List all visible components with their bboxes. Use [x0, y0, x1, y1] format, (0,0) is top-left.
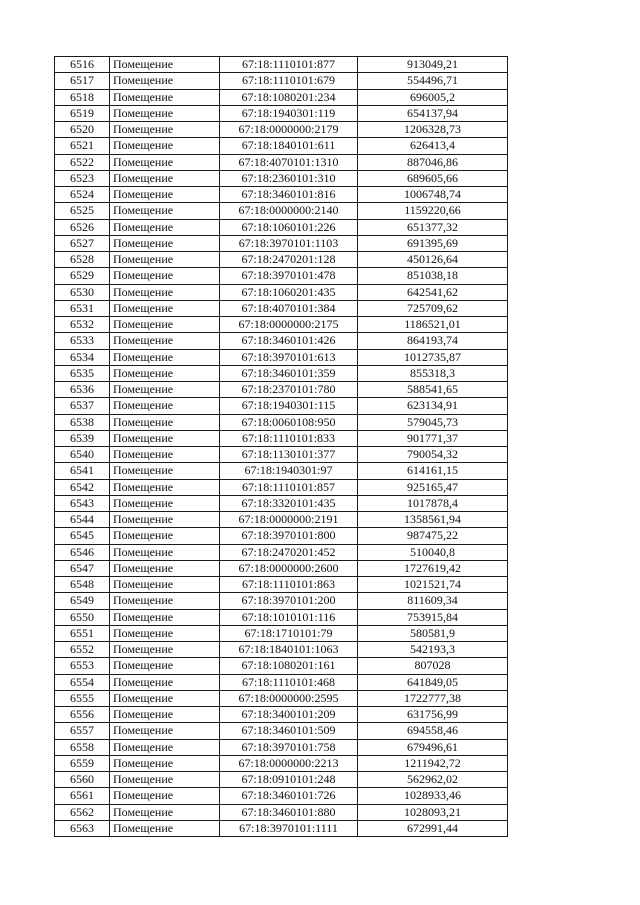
row-number-cell: 6561: [55, 788, 110, 804]
table-row: [55, 495, 508, 511]
table-row: [55, 544, 508, 560]
object-type-cell: Помещение: [110, 755, 220, 771]
row-number-cell: 6543: [55, 495, 110, 511]
object-type-cell: Помещение: [110, 690, 220, 706]
object-type-cell: Помещение: [110, 512, 220, 528]
table-row: [55, 772, 508, 788]
object-type-cell: Помещение: [110, 203, 220, 219]
cadastral-number-cell: 67:18:1080201:161: [220, 658, 358, 674]
cadastral-number-cell: 67:18:4070101:1310: [220, 154, 358, 170]
cadastral-value-table: [54, 56, 508, 837]
object-type-cell: Помещение: [110, 414, 220, 430]
row-number-cell: 6557: [55, 723, 110, 739]
row-number-cell: 6522: [55, 154, 110, 170]
object-type-cell: Помещение: [110, 463, 220, 479]
table-row: [55, 187, 508, 203]
row-number-cell: 6530: [55, 284, 110, 300]
table-row: [55, 674, 508, 690]
table-row: [55, 268, 508, 284]
table-row: [55, 788, 508, 804]
table-row: [55, 300, 508, 316]
row-number-cell: 6541: [55, 463, 110, 479]
cadastral-value-cell: 614161,15: [358, 463, 508, 479]
cadastral-number-cell: 67:18:1840101:611: [220, 138, 358, 154]
object-type-cell: Помещение: [110, 609, 220, 625]
object-type-cell: Помещение: [110, 187, 220, 203]
row-number-cell: 6534: [55, 349, 110, 365]
row-number-cell: 6520: [55, 122, 110, 138]
cadastral-number-cell: 67:18:3460101:726: [220, 788, 358, 804]
table-row: [55, 560, 508, 576]
cadastral-value-cell: 725709,62: [358, 300, 508, 316]
cadastral-number-cell: 67:18:3460101:816: [220, 187, 358, 203]
row-number-cell: 6547: [55, 560, 110, 576]
cadastral-value-cell: 811609,34: [358, 593, 508, 609]
table-row: [55, 57, 508, 73]
row-number-cell: 6559: [55, 755, 110, 771]
object-type-cell: Помещение: [110, 739, 220, 755]
row-number-cell: 6538: [55, 414, 110, 430]
cadastral-value-cell: 1021521,74: [358, 577, 508, 593]
row-number-cell: 6552: [55, 642, 110, 658]
cadastral-value-cell: 987475,22: [358, 528, 508, 544]
cadastral-number-cell: 67:18:3970101:758: [220, 739, 358, 755]
cadastral-number-cell: 67:18:2470201:128: [220, 252, 358, 268]
cadastral-number-cell: 67:18:1710101:79: [220, 625, 358, 641]
object-type-cell: Помещение: [110, 170, 220, 186]
table-row: [55, 317, 508, 333]
cadastral-value-cell: 694558,46: [358, 723, 508, 739]
cadastral-number-cell: 67:18:0910101:248: [220, 772, 358, 788]
row-number-cell: 6556: [55, 707, 110, 723]
cadastral-value-cell: 588541,65: [358, 382, 508, 398]
row-number-cell: 6535: [55, 365, 110, 381]
cadastral-number-cell: 67:18:2370101:780: [220, 382, 358, 398]
row-number-cell: 6555: [55, 690, 110, 706]
object-type-cell: Помещение: [110, 804, 220, 820]
table-row: [55, 723, 508, 739]
cadastral-value-cell: 901771,37: [358, 430, 508, 446]
row-number-cell: 6526: [55, 219, 110, 235]
cadastral-value-cell: 642541,62: [358, 284, 508, 300]
object-type-cell: Помещение: [110, 495, 220, 511]
cadastral-number-cell: 67:18:3400101:209: [220, 707, 358, 723]
cadastral-number-cell: 67:18:4070101:384: [220, 300, 358, 316]
cadastral-number-cell: 67:18:0000000:2595: [220, 690, 358, 706]
cadastral-number-cell: 67:18:1110101:857: [220, 479, 358, 495]
cadastral-number-cell: 67:18:1080201:234: [220, 89, 358, 105]
cadastral-value-cell: 450126,64: [358, 252, 508, 268]
cadastral-number-cell: 67:18:3320101:435: [220, 495, 358, 511]
object-type-cell: Помещение: [110, 560, 220, 576]
cadastral-number-cell: 67:18:1110101:863: [220, 577, 358, 593]
cadastral-value-cell: 1028093,21: [358, 804, 508, 820]
cadastral-number-cell: 67:18:2470201:452: [220, 544, 358, 560]
row-number-cell: 6544: [55, 512, 110, 528]
cadastral-value-cell: 542193,3: [358, 642, 508, 658]
cadastral-value-cell: 641849,05: [358, 674, 508, 690]
object-type-cell: Помещение: [110, 674, 220, 690]
cadastral-number-cell: 67:18:3970101:800: [220, 528, 358, 544]
object-type-cell: Помещение: [110, 317, 220, 333]
table-row: [55, 479, 508, 495]
table-row: [55, 170, 508, 186]
table-row: [55, 625, 508, 641]
cadastral-value-cell: 651377,32: [358, 219, 508, 235]
object-type-cell: Помещение: [110, 57, 220, 73]
table-row: [55, 690, 508, 706]
row-number-cell: 6539: [55, 430, 110, 446]
object-type-cell: Помещение: [110, 235, 220, 251]
object-type-cell: Помещение: [110, 577, 220, 593]
row-number-cell: 6554: [55, 674, 110, 690]
cadastral-value-cell: 864193,74: [358, 333, 508, 349]
table-row: [55, 382, 508, 398]
cadastral-number-cell: 67:18:3970101:1111: [220, 820, 358, 836]
table-row: [55, 707, 508, 723]
cadastral-value-cell: 1017878,4: [358, 495, 508, 511]
cadastral-number-cell: 67:18:3970101:478: [220, 268, 358, 284]
row-number-cell: 6527: [55, 235, 110, 251]
object-type-cell: Помещение: [110, 284, 220, 300]
object-type-cell: Помещение: [110, 788, 220, 804]
row-number-cell: 6524: [55, 187, 110, 203]
cadastral-value-cell: 626413,4: [358, 138, 508, 154]
table-row: [55, 203, 508, 219]
table-row: [55, 89, 508, 105]
cadastral-number-cell: 67:18:3460101:426: [220, 333, 358, 349]
table-body: [55, 57, 508, 837]
table-row: [55, 609, 508, 625]
row-number-cell: 6525: [55, 203, 110, 219]
table-row: [55, 463, 508, 479]
cadastral-number-cell: 67:18:1110101:679: [220, 73, 358, 89]
object-type-cell: Помещение: [110, 447, 220, 463]
row-number-cell: 6549: [55, 593, 110, 609]
table-row: [55, 398, 508, 414]
object-type-cell: Помещение: [110, 219, 220, 235]
object-type-cell: Помещение: [110, 772, 220, 788]
table-row: [55, 820, 508, 836]
object-type-cell: Помещение: [110, 73, 220, 89]
table-row: [55, 333, 508, 349]
cadastral-value-cell: 1358561,94: [358, 512, 508, 528]
object-type-cell: Помещение: [110, 382, 220, 398]
table-row: [55, 138, 508, 154]
table-row: [55, 284, 508, 300]
table-row: [55, 252, 508, 268]
object-type-cell: Помещение: [110, 625, 220, 641]
cadastral-number-cell: 67:18:1110101:468: [220, 674, 358, 690]
cadastral-value-cell: 851038,18: [358, 268, 508, 284]
row-number-cell: 6537: [55, 398, 110, 414]
table-row: [55, 349, 508, 365]
cadastral-number-cell: 67:18:2360101:310: [220, 170, 358, 186]
table-row: [55, 577, 508, 593]
cadastral-number-cell: 67:18:0000000:2179: [220, 122, 358, 138]
cadastral-value-cell: 1006748,74: [358, 187, 508, 203]
object-type-cell: Помещение: [110, 544, 220, 560]
table-row: [55, 122, 508, 138]
cadastral-number-cell: 67:18:1940301:97: [220, 463, 358, 479]
table-row: [55, 414, 508, 430]
cadastral-value-cell: 1206328,73: [358, 122, 508, 138]
cadastral-number-cell: 67:18:3460101:880: [220, 804, 358, 820]
row-number-cell: 6551: [55, 625, 110, 641]
cadastral-value-cell: 672991,44: [358, 820, 508, 836]
cadastral-number-cell: 67:18:0000000:2600: [220, 560, 358, 576]
object-type-cell: Помещение: [110, 105, 220, 121]
row-number-cell: 6521: [55, 138, 110, 154]
object-type-cell: Помещение: [110, 138, 220, 154]
object-type-cell: Помещение: [110, 820, 220, 836]
object-type-cell: Помещение: [110, 154, 220, 170]
row-number-cell: 6546: [55, 544, 110, 560]
table-row: [55, 154, 508, 170]
cadastral-number-cell: 67:18:3460101:359: [220, 365, 358, 381]
table-row: [55, 642, 508, 658]
object-type-cell: Помещение: [110, 723, 220, 739]
object-type-cell: Помещение: [110, 642, 220, 658]
cadastral-number-cell: 67:18:0000000:2191: [220, 512, 358, 528]
cadastral-value-cell: 654137,94: [358, 105, 508, 121]
cadastral-value-cell: 1159220,66: [358, 203, 508, 219]
cadastral-number-cell: 67:18:1130101:377: [220, 447, 358, 463]
row-number-cell: 6531: [55, 300, 110, 316]
object-type-cell: Помещение: [110, 349, 220, 365]
cadastral-value-cell: 925165,47: [358, 479, 508, 495]
row-number-cell: 6529: [55, 268, 110, 284]
row-number-cell: 6540: [55, 447, 110, 463]
row-number-cell: 6519: [55, 105, 110, 121]
object-type-cell: Помещение: [110, 658, 220, 674]
object-type-cell: Помещение: [110, 89, 220, 105]
row-number-cell: 6563: [55, 820, 110, 836]
cadastral-value-cell: 1186521,01: [358, 317, 508, 333]
cadastral-number-cell: 67:18:3970101:1103: [220, 235, 358, 251]
table-row: [55, 235, 508, 251]
row-number-cell: 6560: [55, 772, 110, 788]
cadastral-number-cell: 67:18:3970101:200: [220, 593, 358, 609]
cadastral-number-cell: 67:18:1060101:226: [220, 219, 358, 235]
table-row: [55, 593, 508, 609]
row-number-cell: 6528: [55, 252, 110, 268]
object-type-cell: Помещение: [110, 333, 220, 349]
cadastral-value-cell: 887046,86: [358, 154, 508, 170]
cadastral-value-cell: 790054,32: [358, 447, 508, 463]
table-row: [55, 105, 508, 121]
cadastral-value-cell: 679496,61: [358, 739, 508, 755]
cadastral-number-cell: 67:18:1010101:116: [220, 609, 358, 625]
cadastral-number-cell: 67:18:1940301:115: [220, 398, 358, 414]
object-type-cell: Помещение: [110, 479, 220, 495]
row-number-cell: 6558: [55, 739, 110, 755]
cadastral-value-cell: 579045,73: [358, 414, 508, 430]
row-number-cell: 6548: [55, 577, 110, 593]
cadastral-number-cell: 67:18:0000000:2140: [220, 203, 358, 219]
table-row: [55, 219, 508, 235]
cadastral-value-cell: 1028933,46: [358, 788, 508, 804]
row-number-cell: 6550: [55, 609, 110, 625]
cadastral-number-cell: 67:18:1060201:435: [220, 284, 358, 300]
cadastral-value-cell: 562962,02: [358, 772, 508, 788]
cadastral-value-cell: 855318,3: [358, 365, 508, 381]
cadastral-number-cell: 67:18:1840101:1063: [220, 642, 358, 658]
cadastral-number-cell: 67:18:3460101:509: [220, 723, 358, 739]
table-row: [55, 528, 508, 544]
cadastral-value-cell: 623134,91: [358, 398, 508, 414]
cadastral-value-cell: 807028: [358, 658, 508, 674]
object-type-cell: Помещение: [110, 122, 220, 138]
cadastral-value-cell: 1211942,72: [358, 755, 508, 771]
table-row: [55, 512, 508, 528]
object-type-cell: Помещение: [110, 398, 220, 414]
cadastral-number-cell: 67:18:0000000:2213: [220, 755, 358, 771]
cadastral-value-cell: 689605,66: [358, 170, 508, 186]
row-number-cell: 6532: [55, 317, 110, 333]
cadastral-value-cell: 554496,71: [358, 73, 508, 89]
cadastral-number-cell: 67:18:1940301:119: [220, 105, 358, 121]
object-type-cell: Помещение: [110, 365, 220, 381]
table-row: [55, 447, 508, 463]
object-type-cell: Помещение: [110, 300, 220, 316]
table-row: [55, 739, 508, 755]
table-row: [55, 73, 508, 89]
row-number-cell: 6542: [55, 479, 110, 495]
row-number-cell: 6562: [55, 804, 110, 820]
table-row: [55, 658, 508, 674]
table-row: [55, 755, 508, 771]
cadastral-value-cell: 631756,99: [358, 707, 508, 723]
cadastral-value-cell: 691395,69: [358, 235, 508, 251]
cadastral-number-cell: 67:18:1110101:833: [220, 430, 358, 446]
cadastral-value-cell: 1722777,38: [358, 690, 508, 706]
object-type-cell: Помещение: [110, 528, 220, 544]
cadastral-value-cell: 753915,84: [358, 609, 508, 625]
row-number-cell: 6516: [55, 57, 110, 73]
cadastral-value-cell: 913049,21: [358, 57, 508, 73]
object-type-cell: Помещение: [110, 430, 220, 446]
object-type-cell: Помещение: [110, 268, 220, 284]
row-number-cell: 6553: [55, 658, 110, 674]
object-type-cell: Помещение: [110, 593, 220, 609]
object-type-cell: Помещение: [110, 707, 220, 723]
cadastral-number-cell: 67:18:1110101:877: [220, 57, 358, 73]
row-number-cell: 6533: [55, 333, 110, 349]
row-number-cell: 6518: [55, 89, 110, 105]
cadastral-number-cell: 67:18:0000000:2175: [220, 317, 358, 333]
cadastral-number-cell: 67:18:0060108:950: [220, 414, 358, 430]
cadastral-value-cell: 696005,2: [358, 89, 508, 105]
row-number-cell: 6536: [55, 382, 110, 398]
table-row: [55, 804, 508, 820]
object-type-cell: Помещение: [110, 252, 220, 268]
cadastral-number-cell: 67:18:3970101:613: [220, 349, 358, 365]
cadastral-value-cell: 1012735,87: [358, 349, 508, 365]
table-row: [55, 430, 508, 446]
cadastral-value-cell: 580581,9: [358, 625, 508, 641]
table-row: [55, 365, 508, 381]
cadastral-value-cell: 510040,8: [358, 544, 508, 560]
row-number-cell: 6523: [55, 170, 110, 186]
cadastral-value-cell: 1727619,42: [358, 560, 508, 576]
row-number-cell: 6517: [55, 73, 110, 89]
row-number-cell: 6545: [55, 528, 110, 544]
